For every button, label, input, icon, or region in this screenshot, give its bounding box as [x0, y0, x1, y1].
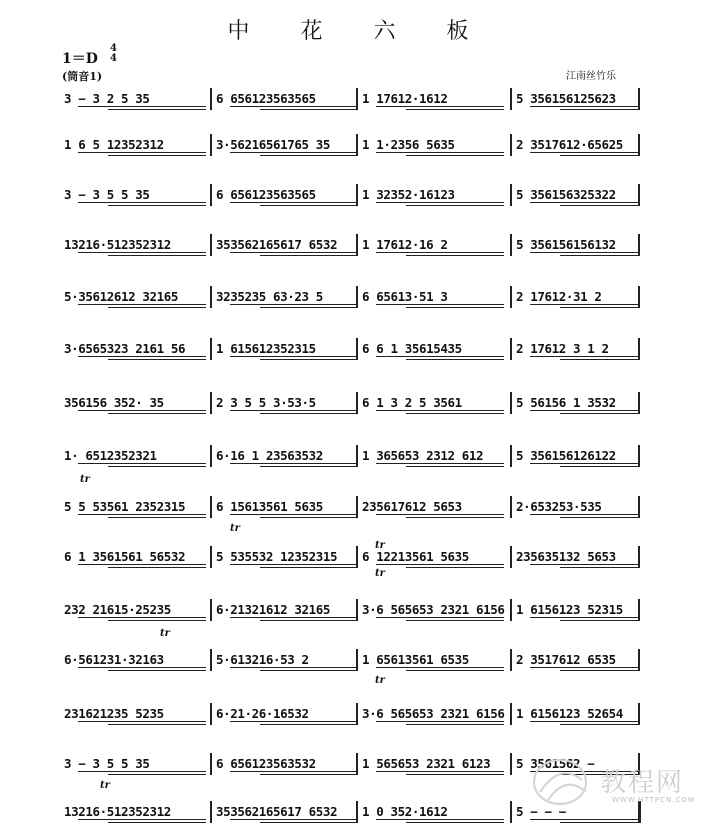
beam-line — [560, 109, 640, 110]
bar-line — [638, 445, 640, 467]
beam-line — [560, 307, 640, 308]
measure: 6·21·26·16532 — [216, 706, 309, 721]
measure: 5 356156125623 — [516, 91, 616, 106]
measure: 5 3561562 − — [516, 756, 595, 771]
score-row — [60, 236, 640, 260]
measure: 2 3 5 5 3·53·5 — [216, 395, 316, 410]
beam-line — [560, 255, 640, 256]
beam-line — [406, 466, 504, 467]
score-row — [60, 548, 640, 572]
measure: 1 65613561 6535 — [362, 652, 469, 667]
beam-line — [376, 617, 504, 618]
measure: 6 656123563532 — [216, 756, 316, 771]
measure: 5 356156126122 — [516, 448, 616, 463]
beam-line — [108, 205, 206, 206]
measure: 3·6 565653 2321 6156 — [362, 602, 505, 617]
measure: 3 − 3 2 5 35 — [64, 91, 150, 106]
measure: 3235235 63·23 5 — [216, 289, 323, 304]
beam-line — [260, 413, 358, 414]
measure: 1 17612·1612 — [362, 91, 448, 106]
beam-line — [230, 564, 358, 565]
beam-line — [530, 106, 640, 107]
measure: 232 21615·25235 — [64, 602, 171, 617]
beam-line — [260, 774, 358, 775]
beam-line — [530, 410, 640, 411]
beam-line — [406, 413, 504, 414]
measure: 5 56156 1 3532 — [516, 395, 616, 410]
measure: 5 356156156132 — [516, 237, 616, 252]
measure: 235635132 5653 — [516, 549, 616, 564]
bar-line — [210, 753, 212, 775]
beam-line — [78, 463, 206, 464]
bar-line — [210, 392, 212, 414]
bar-line — [356, 496, 358, 518]
beam-line — [78, 410, 206, 411]
measure: 1 6 5 12352312 — [64, 137, 164, 152]
beam-line — [406, 724, 504, 725]
bar-line — [356, 184, 358, 206]
measure: 6 6 1 35615435 — [362, 341, 462, 356]
measure: 356156 352· 35 — [64, 395, 164, 410]
bar-line — [638, 184, 640, 206]
measure: 1 0 352·1612 — [362, 804, 448, 819]
beam-line — [530, 463, 640, 464]
score-row — [60, 90, 640, 114]
measure: 6 12213561 5635 — [362, 549, 469, 564]
beam-line — [530, 617, 640, 618]
beam-line — [376, 304, 504, 305]
bar-line — [356, 546, 358, 568]
score-row — [60, 288, 640, 312]
bar-line — [210, 134, 212, 156]
beam-line — [230, 106, 358, 107]
bar-line — [510, 338, 512, 360]
score-row — [60, 394, 640, 418]
bar-line — [638, 496, 640, 518]
bar-line — [210, 445, 212, 467]
bar-line — [510, 599, 512, 621]
time-signature-bottom: 4 — [110, 53, 117, 64]
measure: 6 1 3561561 56532 — [64, 549, 186, 564]
measure: 5 535532 12352315 — [216, 549, 338, 564]
measure: 6 15613561 5635 — [216, 499, 323, 514]
bar-line — [210, 184, 212, 206]
beam-line — [230, 721, 358, 722]
measure: 2 17612 3 1 2 — [516, 341, 609, 356]
score-row — [60, 498, 640, 522]
bar-line — [210, 649, 212, 671]
bar-line — [510, 703, 512, 725]
style-note: 江南丝竹乐 — [566, 71, 616, 82]
measure: 5·35612612 32165 — [64, 289, 179, 304]
beam-line — [230, 304, 358, 305]
beam-line — [108, 255, 206, 256]
bar-line — [210, 546, 212, 568]
beam-line — [406, 517, 504, 518]
beam-line — [108, 774, 206, 775]
beam-line — [260, 255, 358, 256]
score-row — [60, 136, 640, 160]
beam-line — [260, 822, 358, 823]
bar-line — [510, 392, 512, 414]
beam-line — [108, 413, 206, 414]
beam-line — [78, 771, 206, 772]
beam-line — [376, 410, 504, 411]
bar-line — [210, 286, 212, 308]
beam-line — [376, 106, 504, 107]
beam-line — [376, 667, 504, 668]
measure: 13216·512352312 — [64, 237, 171, 252]
beam-line — [530, 514, 640, 515]
bar-line — [356, 286, 358, 308]
beam-line — [230, 410, 358, 411]
beam-line — [108, 109, 206, 110]
beam-line — [406, 567, 504, 568]
beam-line — [406, 109, 504, 110]
beam-line — [376, 356, 504, 357]
beam-line — [406, 822, 504, 823]
beam-line — [530, 202, 640, 203]
beam-line — [560, 155, 640, 156]
beam-line — [230, 617, 358, 618]
measure: 6 1 3 2 5 3561 — [362, 395, 462, 410]
measure: 1 615612352315 — [216, 341, 316, 356]
beam-line — [560, 413, 640, 414]
bar-line — [356, 134, 358, 156]
beam-line — [260, 567, 358, 568]
beam-line — [376, 771, 504, 772]
beam-line — [530, 152, 640, 153]
beam-line — [260, 670, 358, 671]
bar-line — [510, 445, 512, 467]
beam-line — [230, 819, 358, 820]
bar-line — [356, 234, 358, 256]
trill-mark: tr — [80, 474, 90, 485]
bar-line — [210, 599, 212, 621]
measure: 1 365653 2312 612 — [362, 448, 484, 463]
measure: 6 656123563565 — [216, 91, 316, 106]
beam-line — [78, 721, 206, 722]
bar-line — [356, 599, 358, 621]
beam-line — [376, 202, 504, 203]
beam-line — [108, 567, 206, 568]
beam-line — [560, 670, 640, 671]
bar-line — [356, 801, 358, 823]
beam-line — [230, 667, 358, 668]
measure: 1 1·2356 5635 — [362, 137, 455, 152]
beam-line — [260, 307, 358, 308]
watermark-text: 教程网 — [600, 768, 685, 798]
measure: 231621235 5235 — [64, 706, 164, 721]
measure: 1 565653 2321 6123 — [362, 756, 491, 771]
measure: 5·613216·53 2 — [216, 652, 309, 667]
beam-line — [260, 359, 358, 360]
score-row — [60, 651, 640, 675]
beam-line — [560, 822, 640, 823]
bar-line — [638, 286, 640, 308]
beam-line — [376, 152, 504, 153]
beam-line — [406, 307, 504, 308]
bar-line — [356, 392, 358, 414]
bar-line — [638, 703, 640, 725]
beam-line — [530, 819, 640, 820]
bar-line — [210, 338, 212, 360]
bar-line — [356, 88, 358, 110]
measure: 3 − 3 5 5 35 — [64, 187, 150, 202]
beam-line — [406, 359, 504, 360]
beam-line — [260, 109, 358, 110]
beam-line — [406, 155, 504, 156]
beam-line — [560, 517, 640, 518]
measure: 6·21321612 32165 — [216, 602, 331, 617]
bar-line — [356, 703, 358, 725]
beam-line — [376, 721, 504, 722]
beam-line — [560, 620, 640, 621]
measure: 2·653253·535 — [516, 499, 602, 514]
time-signature-top: 4 — [110, 43, 117, 54]
measure: 5 − − − — [516, 804, 566, 819]
beam-line — [406, 205, 504, 206]
bar-line — [510, 286, 512, 308]
beam-line — [78, 106, 206, 107]
measure: 6 656123563565 — [216, 187, 316, 202]
score-row — [60, 447, 640, 471]
measure: 235617612 5653 — [362, 499, 462, 514]
measure: 6·561231·32163 — [64, 652, 164, 667]
beam-line — [230, 252, 358, 253]
beam-line — [260, 205, 358, 206]
score-row — [60, 186, 640, 210]
beam-line — [78, 356, 206, 357]
tuning-note: (筒音1) — [62, 70, 103, 83]
beam-line — [230, 202, 358, 203]
watermark-url: WWW.HTTPCN.COM — [612, 796, 695, 804]
beam-line — [108, 359, 206, 360]
bar-line — [356, 649, 358, 671]
bar-line — [356, 753, 358, 775]
beam-line — [108, 307, 206, 308]
beam-line — [78, 252, 206, 253]
beam-line — [530, 356, 640, 357]
beam-line — [78, 617, 206, 618]
bar-line — [638, 234, 640, 256]
beam-line — [230, 356, 358, 357]
bar-line — [210, 496, 212, 518]
bar-line — [210, 801, 212, 823]
bar-line — [638, 599, 640, 621]
measure: 3·56216561765 35 — [216, 137, 331, 152]
beam-line — [406, 620, 504, 621]
trill-mark: tr — [375, 540, 385, 551]
beam-line — [78, 202, 206, 203]
bar-line — [510, 234, 512, 256]
measure: 5 356156325322 — [516, 187, 616, 202]
beam-line — [260, 466, 358, 467]
bar-line — [638, 649, 640, 671]
beam-line — [78, 514, 206, 515]
beam-line — [406, 255, 504, 256]
bar-line — [210, 703, 212, 725]
beam-line — [376, 252, 504, 253]
measure: 353562165617 6532 — [216, 237, 338, 252]
trill-mark: tr — [375, 568, 385, 579]
beam-line — [230, 771, 358, 772]
beam-line — [560, 724, 640, 725]
measure: 3·6565323 2161 56 — [64, 341, 186, 356]
bar-line — [210, 234, 212, 256]
bar-line — [638, 546, 640, 568]
beam-line — [376, 564, 504, 565]
score-row — [60, 705, 640, 729]
beam-line — [230, 463, 358, 464]
bar-line — [510, 801, 512, 823]
beam-line — [78, 667, 206, 668]
measure: 2 3517612 6535 — [516, 652, 616, 667]
piece-title: 中 花 六 板 — [227, 19, 491, 44]
trill-mark: tr — [160, 628, 170, 639]
beam-line — [78, 152, 206, 153]
beam-line — [376, 819, 504, 820]
bar-line — [356, 338, 358, 360]
score-row — [60, 340, 640, 364]
measure: 1 32352·16123 — [362, 187, 455, 202]
beam-line — [78, 564, 206, 565]
trill-mark: tr — [230, 523, 240, 534]
beam-line — [108, 724, 206, 725]
beam-line — [260, 620, 358, 621]
measure: 1 6156123 52315 — [516, 602, 623, 617]
beam-line — [406, 670, 504, 671]
beam-line — [260, 517, 358, 518]
measure: 3 − 3 5 5 35 — [64, 756, 150, 771]
bar-line — [638, 338, 640, 360]
trill-mark: tr — [100, 780, 110, 791]
measure: 1· 6512352321 — [64, 448, 157, 463]
beam-line — [78, 304, 206, 305]
beam-line — [530, 721, 640, 722]
bar-line — [210, 88, 212, 110]
beam-line — [530, 667, 640, 668]
bar-line — [510, 134, 512, 156]
measure: 5 5 53561 2352315 — [64, 499, 186, 514]
bar-line — [638, 392, 640, 414]
measure: 13216·512352312 — [64, 804, 171, 819]
beam-line — [108, 466, 206, 467]
beam-line — [530, 564, 640, 565]
measure: 353562165617 6532 — [216, 804, 338, 819]
time-signature — [110, 44, 117, 64]
bar-line — [510, 88, 512, 110]
beam-line — [406, 774, 504, 775]
beam-line — [260, 724, 358, 725]
measure: 6 65613·51 3 — [362, 289, 448, 304]
bar-line — [638, 88, 640, 110]
key-signature: 1＝D — [62, 51, 98, 67]
score-row — [60, 601, 640, 625]
beam-line — [376, 514, 504, 515]
bar-line — [510, 496, 512, 518]
beam-line — [260, 155, 358, 156]
beam-line — [530, 252, 640, 253]
beam-line — [560, 567, 640, 568]
beam-line — [108, 155, 206, 156]
bar-line — [510, 184, 512, 206]
beam-line — [560, 466, 640, 467]
beam-line — [78, 819, 206, 820]
measure: 6·16 1 23563532 — [216, 448, 323, 463]
bar-line — [510, 546, 512, 568]
beam-line — [560, 359, 640, 360]
measure: 2 3517612·65625 — [516, 137, 623, 152]
bar-line — [510, 649, 512, 671]
beam-line — [108, 822, 206, 823]
bar-line — [510, 753, 512, 775]
measure: 2 17612·31 2 — [516, 289, 602, 304]
beam-line — [108, 670, 206, 671]
trill-mark: tr — [375, 675, 385, 686]
beam-line — [230, 152, 358, 153]
bar-line — [356, 445, 358, 467]
beam-line — [560, 205, 640, 206]
beam-line — [376, 463, 504, 464]
measure: 3·6 565653 2321 6156 — [362, 706, 505, 721]
beam-line — [108, 517, 206, 518]
measure: 1 17612·16 2 — [362, 237, 448, 252]
measure: 1 6156123 52654 — [516, 706, 623, 721]
beam-line — [108, 620, 206, 621]
beam-line — [230, 514, 358, 515]
beam-line — [530, 304, 640, 305]
bar-line — [638, 134, 640, 156]
